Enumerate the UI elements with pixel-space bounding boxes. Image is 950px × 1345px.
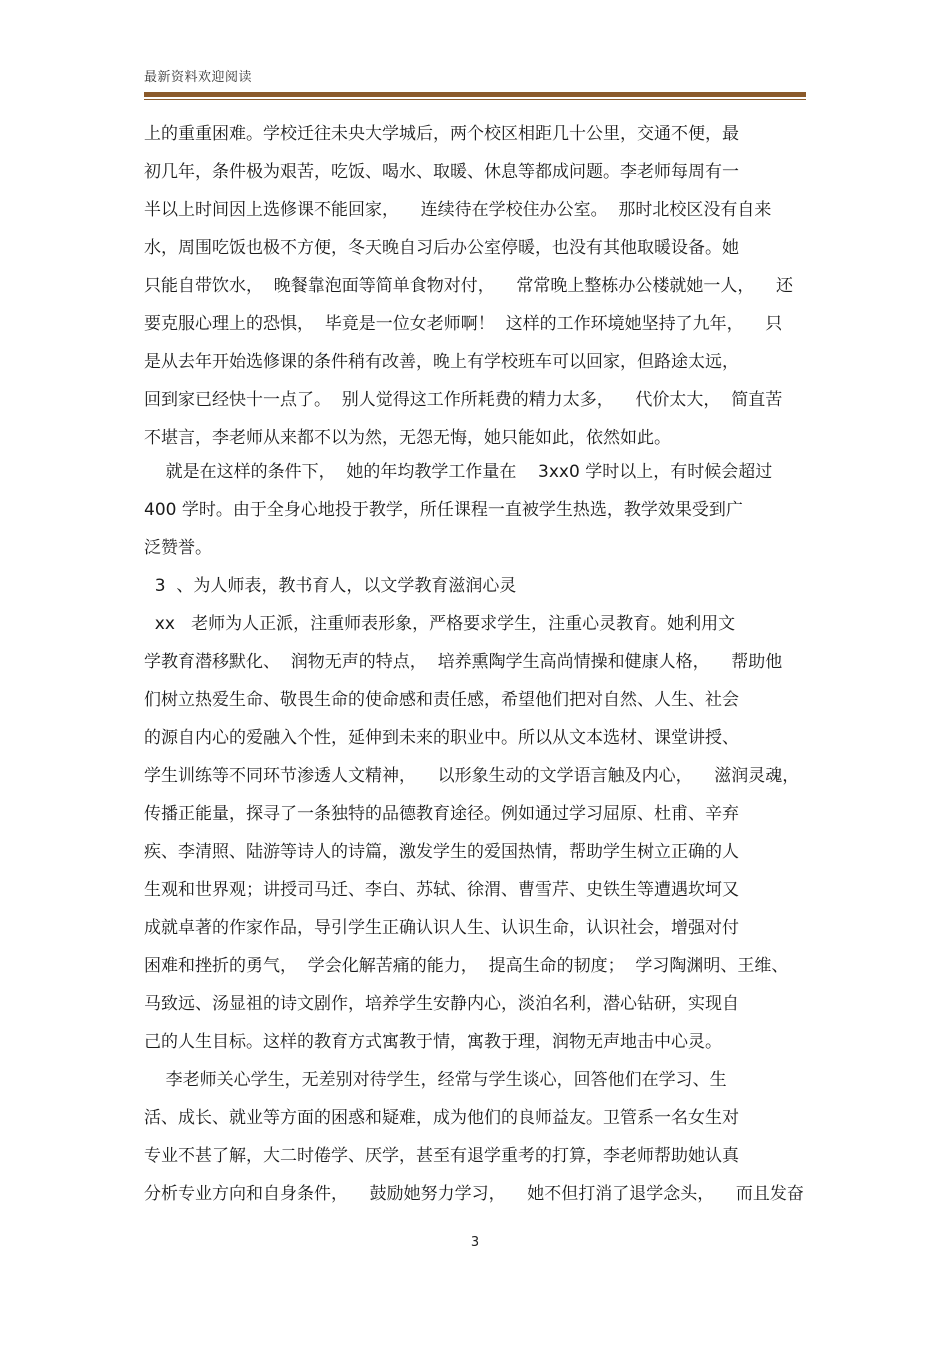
text-line: 学教育潜移默化、 润物无声的特点， 培养熏陶学生高尚情操和健康人格， 帮助他 (144, 652, 783, 672)
header-rule-thick (144, 92, 806, 97)
text-line: 水，周围吃饭也极不方便，冬天晚自习后办公室停暖，也没有其他取暖设备。她 (144, 238, 739, 258)
text-line: 只能自带饮水， 晚餐靠泡面等简单食物对付， 常常晚上整栋办公楼就她一人， 还 (144, 276, 794, 296)
text-line: 生观和世界观；讲授司马迁、李白、苏轼、徐渭、曹雪芹、史铁生等遭遇坎坷又 (144, 880, 739, 900)
text-line: 马致远、汤显祖的诗文剧作，培养学生安静内心，淡泊名利，潜心钻研，实现自 (144, 994, 739, 1014)
section-heading: 3 、为人师表，教书育人，以文学教育滋润心灵 (144, 576, 517, 596)
text-line: 是从去年开始选修课的条件稍有改善，晚上有学校班车可以回家，但路途太远， (144, 352, 739, 372)
header-text: 最新资料欢迎阅读 (144, 70, 253, 85)
text-line: xx 老师为人正派，注重师表形象，严格要求学生，注重心灵教育。她利用文 (144, 614, 736, 634)
text-line: 们树立热爱生命、敬畏生命的使命感和责任感，希望他们把对自然、人生、社会 (144, 690, 739, 710)
text-line: 学生训练等不同环节渗透人文精神， 以形象生动的文学语言触及内心， 滋润灵魂， (144, 766, 800, 786)
text-line: 专业不甚了解，大二时倦学、厌学，甚至有退学重考的打算，李老师帮助她认真 (144, 1146, 739, 1166)
text-line: 己的人生目标。这样的教育方式寓教于情，寓教于理，润物无声地击中心灵。 (144, 1032, 722, 1052)
text-line: 疾、李清照、陆游等诗人的诗篇，激发学生的爱国热情，帮助学生树立正确的人 (144, 842, 739, 862)
text-line: 活、成长、就业等方面的困惑和疑难，成为他们的良师益友。卫管系一名女生对 (144, 1108, 739, 1128)
text-line: 李老师关心学生，无差别对待学生，经常与学生谈心，回答他们在学习、生 (144, 1070, 727, 1090)
text-line: 的源自内心的爱融入个性，延伸到未来的职业中。所以从文本选材、课堂讲授、 (144, 728, 739, 748)
text-line: 要克服心理上的恐惧， 毕竟是一位女老师啊！ 这样的工作环境她坚持了九年， 只 (144, 314, 783, 334)
text-line: 上的重重困难。学校迁往未央大学城后，两个校区相距几十公里，交通不便，最 (144, 124, 739, 144)
text-line: 传播正能量，探寻了一条独特的品德教育途径。例如通过学习屈原、杜甫、辛弃 (144, 804, 739, 824)
text-line: 回到家已经快十一点了。 别人觉得这工作所耗费的精力太多， 代价太大， 简直苦 (144, 390, 783, 410)
text-line: 不堪言，李老师从来都不以为然，无怨无悔，她只能如此，依然如此。 (144, 428, 671, 448)
text-line: 成就卓著的作家作品，导引学生正确认识人生、认识生命，认识社会，增强对付 (144, 918, 739, 938)
text-line: 泛赞誉。 (144, 538, 212, 558)
text-line: 分析专业方向和自身条件， 鼓励她努力学习， 她不但打消了退学念头， 而且发奋 (144, 1184, 804, 1204)
text-line: 就是在这样的条件下， 她的年均教学工作量在 3xx0 学时以上，有时候会超过 (144, 462, 773, 482)
text-line: 半以上时间因上选修课不能回家， 连续待在学校住办公室。 那时北校区没有自来 (144, 200, 772, 220)
text-line: 初几年，条件极为艰苦，吃饭、喝水、取暖、休息等都成问题。李老师每周有一 (144, 162, 739, 182)
text-line: 400 学时。由于全身心地投于教学，所任课程一直被学生热选，教学效果受到广 (144, 500, 743, 520)
page-number: 3 (470, 1235, 480, 1250)
text-line: 困难和挫折的勇气， 学会化解苦痛的能力， 提高生命的韧度； 学习陶渊明、王维、 (144, 956, 789, 976)
header-rule-thin (144, 99, 806, 100)
